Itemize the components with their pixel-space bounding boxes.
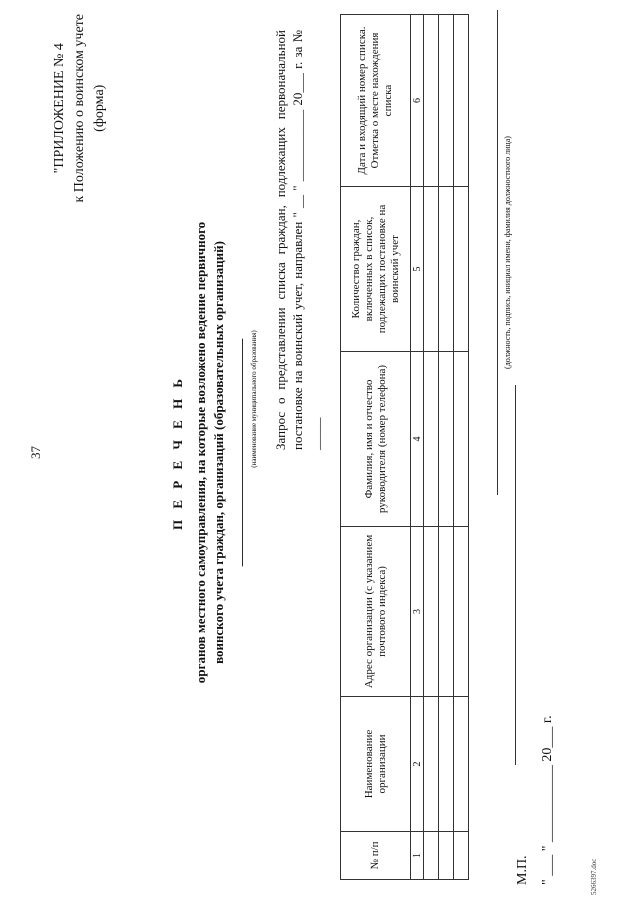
- column-number: 1: [411, 832, 424, 880]
- appendix-form-label: (форма): [92, 84, 107, 132]
- appendix-reference: к Положению о воинском учете: [72, 14, 87, 203]
- table-header-row: [341, 15, 411, 880]
- table-column-numbers-row: [411, 15, 424, 880]
- column-number: 5: [411, 187, 424, 352]
- organizations-table: [340, 14, 469, 880]
- document-title: П Е Р Е Ч Е Н Ь: [170, 374, 185, 531]
- appendix-header: [50, 14, 110, 203]
- page-number: 37: [28, 446, 43, 459]
- column-number: 3: [411, 527, 424, 697]
- table-row: [439, 15, 454, 880]
- date-signature-line: [515, 385, 516, 765]
- appendix-title: "ПРИЛОЖЕНИЕ № 4: [52, 43, 67, 174]
- header-organization-name: Наименование организации: [341, 697, 411, 832]
- date-line: " ___ " ___________ 20___ г.: [540, 715, 555, 885]
- header-number: № п/п: [341, 832, 411, 880]
- column-number: 2: [411, 697, 424, 832]
- request-paragraph: Запрос о представлении списка граждан, подлежащих первоначальной постановке на воинский учет, направлен " __ " ___________ 20___ г. за № _____: [273, 30, 322, 450]
- column-number: 4: [411, 352, 424, 527]
- column-number: 6: [411, 15, 424, 187]
- header-list-date: Дата и входящий номер списка. Отметка о месте нахождения списка: [341, 15, 411, 187]
- municipality-caption: (наименование муниципального образования): [250, 330, 258, 468]
- file-name: 5266397.doc: [590, 858, 598, 895]
- signature-line: [497, 10, 498, 495]
- stamp-place-label: М.П.: [515, 855, 530, 885]
- table-row: [424, 15, 439, 880]
- signature-caption: (должность, подпись, инициал имени, фамилия должностного лица): [503, 136, 512, 369]
- document-subtitle: органов местного самоуправления, на которые возложено ведение первичного воинского учета граждан, организаций (образовательных организаций) ___________________________________: [193, 221, 244, 684]
- header-organization-address: Адрес организации (с указанием почтового индекса): [341, 527, 411, 697]
- header-citizen-count: Количество граждан, включенных в список, подлежащих постановке на воинский учет: [341, 187, 411, 352]
- header-head-name: Фамилия, имя и отчество руководителя (номер телефона): [341, 352, 411, 527]
- table-row: [454, 15, 469, 880]
